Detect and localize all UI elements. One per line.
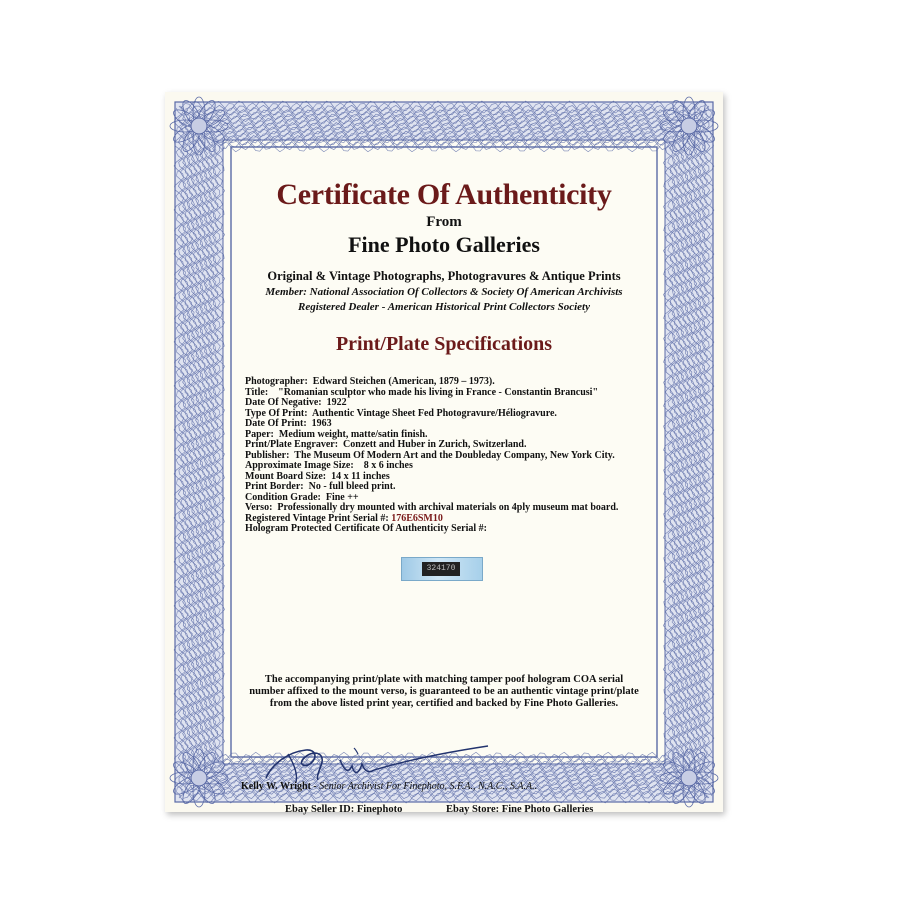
print-serial-row: Registered Vintage Print Serial #: 176E6SM10 bbox=[245, 512, 443, 524]
certificate-body bbox=[236, 152, 652, 815]
membership-line: Member: National Association Of Collectors & Society Of American Archivists bbox=[265, 286, 623, 298]
spec-row: Mount Board Size: 14 x 11 inches bbox=[245, 470, 390, 482]
certificate-paper bbox=[165, 92, 723, 815]
spec-row: Print/Plate Engraver: Conzett and Huber in Zurich, Switzerland. bbox=[245, 439, 527, 450]
hologram-serial-row: Hologram Protected Certificate Of Authenticity Serial #: bbox=[245, 523, 487, 534]
gallery-tagline: Original & Vintage Photographs, Photogravures & Antique Prints bbox=[267, 269, 621, 283]
ebay-store: Ebay Store: Fine Photo Galleries bbox=[446, 804, 594, 815]
signer-name: Kelly W. Wright - bbox=[241, 781, 317, 792]
spec-row: Type Of Print: Authentic Vintage Sheet Fed Photogravure/Héliogravure. bbox=[245, 407, 557, 419]
spec-row: Condition Grade: Fine ++ bbox=[245, 491, 359, 503]
spec-row: Publisher: The Museum Of Modern Art and the Doubleday Company, New York City. bbox=[245, 449, 615, 461]
spec-row: Verso: Professionally dry mounted with archival materials on 4ply museum mat board. bbox=[245, 502, 619, 513]
guarantee-text: The accompanying print/plate with matching tamper poof hologram COA serial number affixed to the mount verso, is guaranteed to be an authentic vintage print/plate from the above listed print year, certified and backed by Fine Photo Galleries. bbox=[249, 674, 639, 709]
signer-role: Senior Archivist For Finephoto, S.F.A., N.A.C., S.A.A.. bbox=[319, 781, 538, 792]
ebay-seller-id: Ebay Seller ID: Finephoto bbox=[285, 804, 403, 815]
signature bbox=[258, 740, 498, 784]
hologram-number: 324170 bbox=[422, 562, 460, 576]
print-serial-value: 176E6SM10 bbox=[391, 512, 443, 524]
spec-list bbox=[245, 377, 645, 535]
spec-row: Date Of Negative: 1922 bbox=[245, 397, 347, 408]
spec-row: Paper: Medium weight, matte/satin finish. bbox=[245, 428, 428, 440]
spec-row: Title: "Romanian sculptor who made his living in France - Constantin Brancusi" bbox=[245, 386, 599, 398]
hologram-sticker bbox=[401, 557, 483, 581]
gallery-name: Fine Photo Galleries bbox=[348, 232, 540, 257]
spec-heading: Print/Plate Specifications bbox=[335, 333, 553, 355]
from-label: From bbox=[426, 214, 462, 230]
spec-row: Photographer: Edward Steichen (American, 1879 – 1973). bbox=[245, 376, 495, 387]
spec-row: Date Of Print: 1963 bbox=[245, 418, 332, 429]
dealer-line: Registered Dealer - American Historical Print Collectors Society bbox=[298, 301, 590, 313]
certificate-title: Certificate Of Authenticity bbox=[276, 178, 612, 211]
spec-row: Print Border: No - full bleed print. bbox=[245, 481, 396, 492]
spec-row: Approximate Image Size: 8 x 6 inches bbox=[245, 460, 413, 471]
signer-line bbox=[241, 781, 537, 792]
